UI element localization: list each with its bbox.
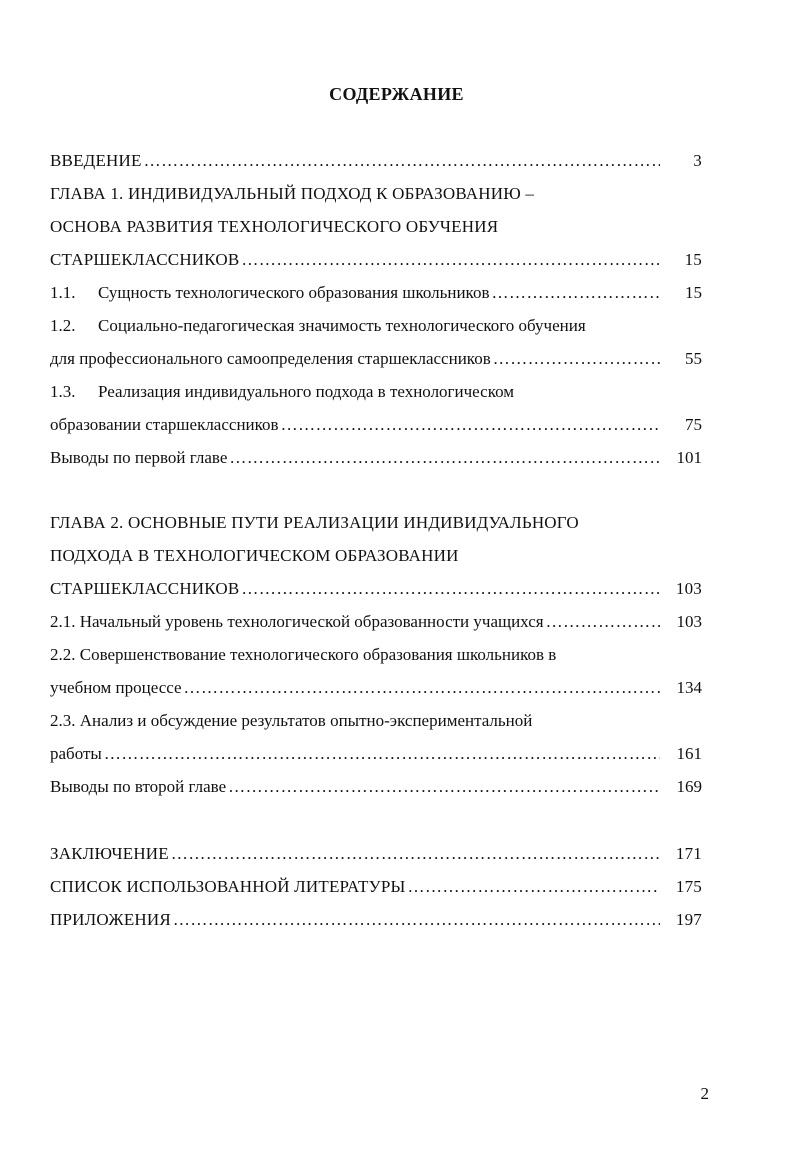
toc-chapter-1-heading-line-3: СТАРШЕКЛАССНИКОВ …………………………………………………………………………………………………………………………………………………………………………………………………………… 15 bbox=[50, 243, 702, 276]
toc-entry-2-1: 2.1. Начальный уровень технологической образованности учащихся …………………………………………………………………………………………………………………………………………………………………………………………………………… 103 bbox=[50, 605, 702, 638]
toc-entry-1-1: 1.1. Сущность технологического образования школьников …………………………………………………………………………………………………………………………………………………………………………………………………………… 15 bbox=[50, 276, 702, 309]
toc-entry-2-3-line-1: 2.3. Анализ и обсуждение результатов опытно-экспериментальной bbox=[50, 711, 533, 730]
toc-entry-chapter-2-conclusions: Выводы по второй главе …………………………………………………………………………………………………………………………………………………………………………………………………………… 169 bbox=[50, 770, 702, 803]
toc-entry-appendices: ПРИЛОЖЕНИЯ …………………………………………………………………………………………………………………………………………………………………………………………………………… 197 bbox=[50, 903, 702, 936]
toc-page-number: 15 bbox=[660, 276, 702, 309]
toc-entry-2-3-line-2: работы …………………………………………………………………………………………………………………………………………………………………………………………………………… 161 bbox=[50, 737, 702, 770]
toc-page-number: 171 bbox=[660, 837, 702, 870]
toc-entry-1-2-line-2: для профессионального самоопределения старшеклассников …………………………………………………………………………………………………………………………………………………………………………………………………………… 55 bbox=[50, 342, 702, 375]
toc-chapter-1-block bbox=[50, 144, 702, 474]
toc-entry-intro: ВВЕДЕНИЕ …………………………………………………………………………………………………………………………………………………………………………………………………………… 3 bbox=[50, 144, 702, 177]
toc-page-number: 175 bbox=[660, 870, 702, 903]
toc-page-number: 134 bbox=[660, 671, 702, 704]
toc-final-block bbox=[50, 837, 702, 936]
toc-page-number: 161 bbox=[660, 737, 702, 770]
page-title: СОДЕРЖАНИЕ bbox=[329, 84, 464, 104]
toc-page-number: 101 bbox=[660, 441, 702, 474]
toc-entry-1-2-line-1: 1.2. Социально-педагогическая значимость технологического обучения bbox=[50, 316, 586, 335]
toc-entry-1-3-line-1: 1.3. Реализация индивидуального подхода в технологическом bbox=[50, 382, 515, 401]
toc-entry-1-3-line-2: образовании старшеклассников …………………………………………………………………………………………………………………………………………………………………………………………………………… 75 bbox=[50, 408, 702, 441]
toc-chapter-2-heading-line-3: СТАРШЕКЛАССНИКОВ …………………………………………………………………………………………………………………………………………………………………………………………………………… 103 bbox=[50, 572, 702, 605]
page-number: 2 bbox=[700, 1084, 709, 1103]
toc-entry-references: СПИСОК ИСПОЛЬЗОВАННОЙ ЛИТЕРАТУРЫ …………………………………………………………………………………………………………………………………………………………………………………………………………… 175 bbox=[50, 870, 702, 903]
toc-chapter-2-heading-line-2: ПОДХОДА В ТЕХНОЛОГИЧЕСКОМ ОБРАЗОВАНИИ bbox=[50, 546, 459, 565]
toc-entry-2-2-line-1: 2.2. Совершенствование технологического образования школьников в bbox=[50, 645, 557, 664]
toc-chapter-1-heading-line-1: ГЛАВА 1. ИНДИВИДУАЛЬНЫЙ ПОДХОД К ОБРАЗОВАНИЮ – bbox=[50, 184, 535, 203]
toc-page-number: 169 bbox=[660, 770, 702, 803]
toc-page-number: 103 bbox=[660, 605, 702, 638]
toc-chapter-1-heading-line-2: ОСНОВА РАЗВИТИЯ ТЕХНОЛОГИЧЕСКОГО ОБУЧЕНИЯ bbox=[50, 217, 499, 236]
toc-page-number: 75 bbox=[660, 408, 702, 441]
toc-entry-2-2-line-2: учебном процессе …………………………………………………………………………………………………………………………………………………………………………………………………………… 134 bbox=[50, 671, 702, 704]
toc-entry-conclusion: ЗАКЛЮЧЕНИЕ …………………………………………………………………………………………………………………………………………………………………………………………………………… 171 bbox=[50, 837, 702, 870]
toc-entry-chapter-1-conclusions: Выводы по первой главе …………………………………………………………………………………………………………………………………………………………………………………………………………… 101 bbox=[50, 441, 702, 474]
toc-page-number: 55 bbox=[660, 342, 702, 375]
toc-page-number: 103 bbox=[660, 572, 702, 605]
toc-page-number: 3 bbox=[660, 144, 702, 177]
toc-page-number: 197 bbox=[660, 903, 702, 936]
toc-chapter-2-block bbox=[50, 506, 702, 803]
toc-chapter-2-heading-line-1: ГЛАВА 2. ОСНОВНЫЕ ПУТИ РЕАЛИЗАЦИИ ИНДИВИДУАЛЬНОГО bbox=[50, 513, 579, 532]
toc-page-number: 15 bbox=[660, 243, 702, 276]
